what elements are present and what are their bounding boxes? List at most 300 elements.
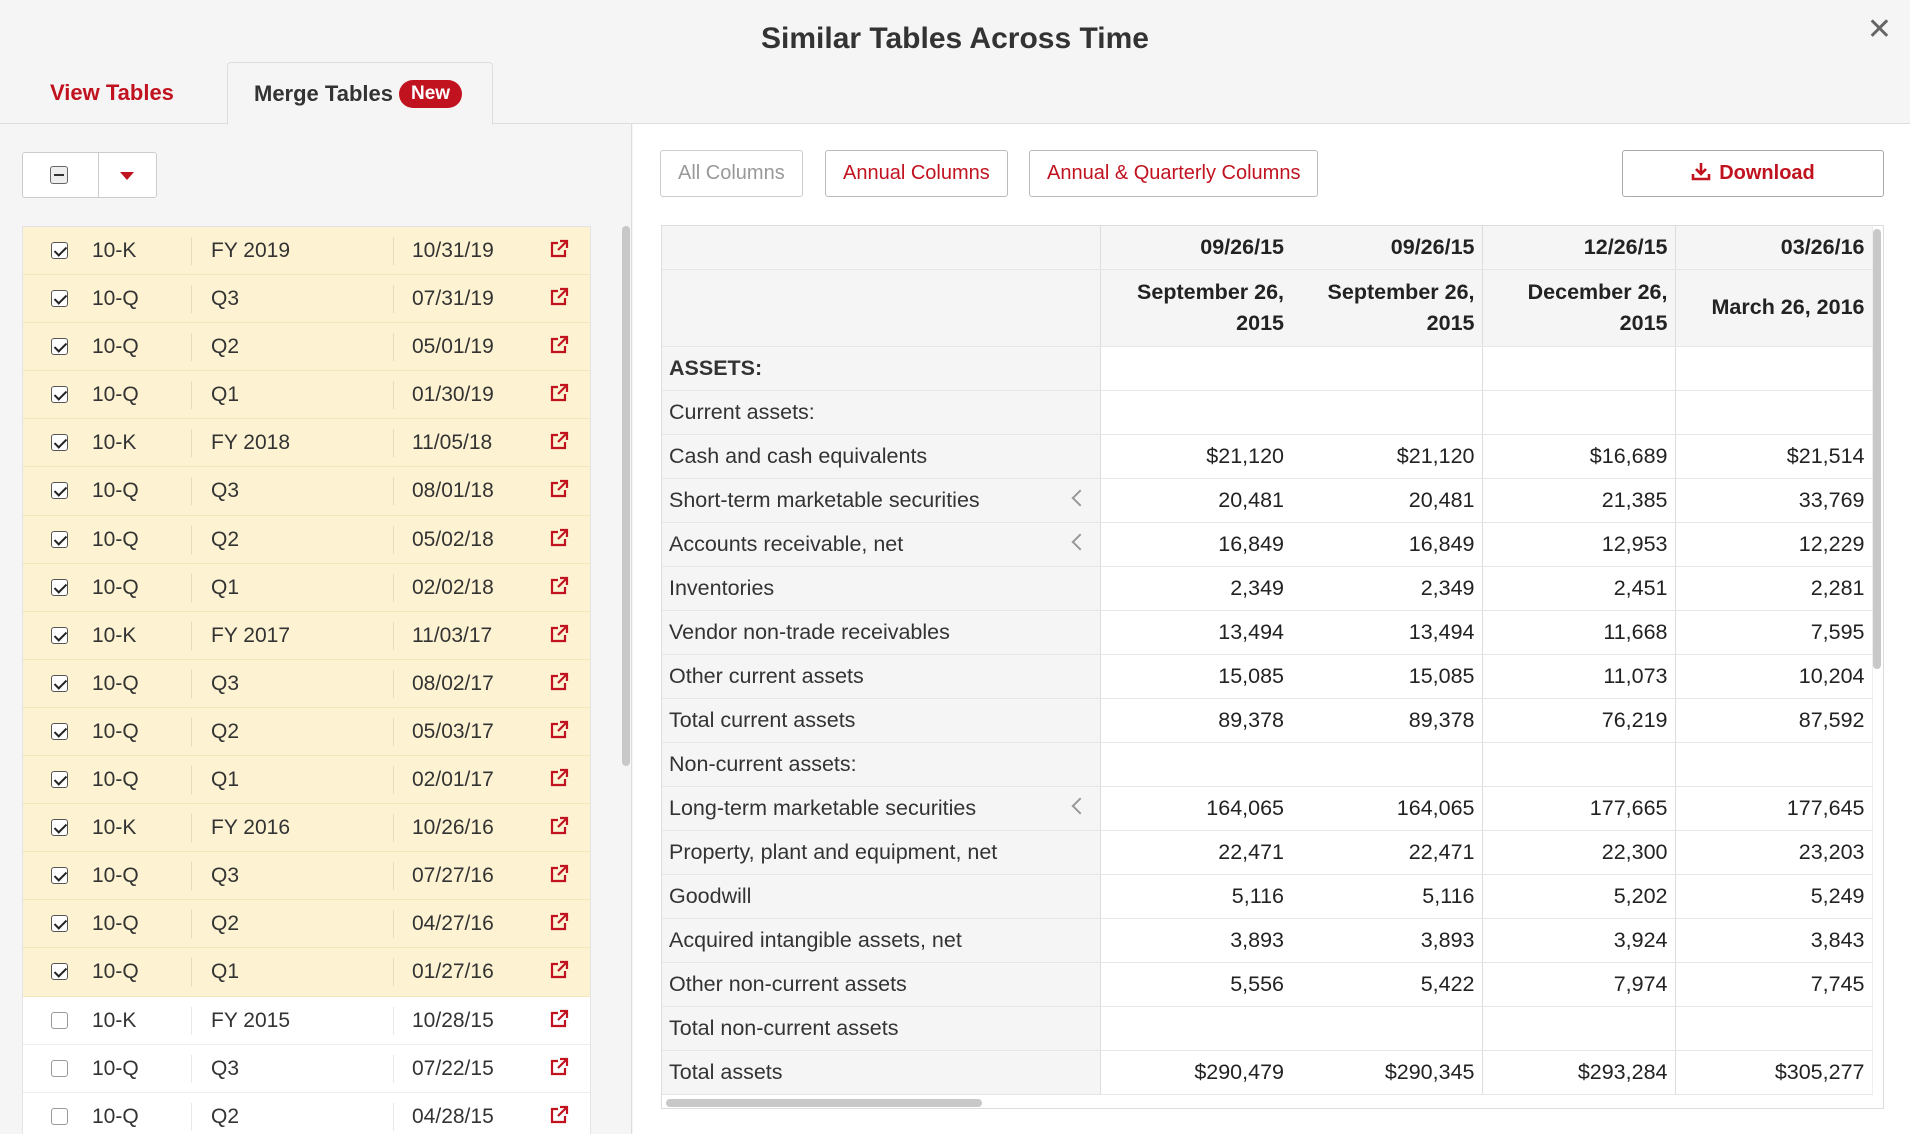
value-cell: 15,085: [1291, 654, 1482, 698]
external-link-icon[interactable]: [549, 528, 569, 548]
row-label: [662, 918, 1100, 962]
value-cell: [1291, 346, 1482, 390]
column-divider: [191, 766, 192, 794]
column-divider: [191, 429, 192, 457]
external-link-icon[interactable]: [549, 672, 569, 692]
filing-checkbox[interactable]: [51, 531, 68, 548]
chevron-left-icon[interactable]: [1071, 533, 1088, 550]
external-link-icon[interactable]: [549, 624, 569, 644]
value-cell: 5,422: [1291, 962, 1482, 1006]
filing-form: 10-Q: [92, 527, 139, 551]
filing-checkbox[interactable]: [51, 579, 68, 596]
filing-row[interactable]: [23, 804, 590, 852]
table-row: [662, 874, 1872, 918]
filing-checkbox[interactable]: [51, 482, 68, 499]
filing-form: 10-Q: [92, 1104, 139, 1128]
column-divider: [393, 622, 394, 650]
filings-pane: [0, 124, 632, 1134]
row-label-text: Inventories: [669, 575, 775, 600]
corner-cell: [662, 269, 1100, 346]
column-divider: [191, 1103, 192, 1131]
row-label: [662, 654, 1100, 698]
filing-form: 10-Q: [92, 575, 139, 599]
filing-form: 10-Q: [92, 671, 139, 695]
filing-checkbox[interactable]: [51, 434, 68, 451]
value-cell: 10,204: [1675, 654, 1872, 698]
filing-date: 10/26/16: [412, 816, 494, 840]
filing-checkbox[interactable]: [51, 963, 68, 980]
filings-list: [22, 226, 591, 1134]
tab-view-tables-label: View Tables: [50, 80, 174, 105]
external-link-icon[interactable]: [549, 912, 569, 932]
value-cell: [1291, 390, 1482, 434]
value-cell: 15,085: [1100, 654, 1291, 698]
external-link-icon[interactable]: [549, 720, 569, 740]
value-cell: 177,645: [1675, 786, 1872, 830]
filing-form: 10-Q: [92, 335, 139, 359]
filing-date: 05/01/19: [412, 335, 494, 359]
row-label: [662, 1006, 1100, 1050]
filing-date: 07/22/15: [412, 1056, 494, 1080]
filing-row[interactable]: [23, 948, 590, 996]
table-row: [662, 610, 1872, 654]
filing-date: 11/05/18: [412, 431, 493, 455]
filing-period: Q1: [211, 575, 240, 599]
annual-quarterly-columns-button[interactable]: Annual & Quarterly Columns: [1029, 150, 1318, 197]
value-cell: 20,481: [1100, 478, 1291, 522]
column-divider: [393, 333, 394, 361]
filing-date: 08/01/18: [412, 479, 494, 503]
column-divider: [393, 958, 394, 986]
column-date-header: 12/26/15: [1482, 226, 1675, 269]
column-divider: [393, 862, 394, 890]
row-label-text: Accounts receivable, net: [669, 531, 904, 556]
value-cell: [1482, 1006, 1675, 1050]
row-label-text: Vendor non-trade receivables: [669, 619, 950, 644]
row-label: [662, 962, 1100, 1006]
table-row: [662, 654, 1872, 698]
column-date-header: 09/26/15: [1100, 226, 1291, 269]
filing-period: Q3: [211, 1056, 240, 1080]
value-cell: 2,349: [1100, 566, 1291, 610]
row-label: [662, 610, 1100, 654]
column-divider: [191, 237, 192, 265]
filing-form: 10-K: [92, 431, 137, 455]
filing-date: 02/01/17: [412, 768, 494, 792]
tab-view-tables[interactable]: [24, 62, 200, 124]
column-divider: [191, 910, 192, 938]
column-divider: [393, 574, 394, 602]
column-divider: [191, 574, 192, 602]
filing-row[interactable]: [23, 660, 590, 708]
filing-period: FY 2017: [211, 623, 291, 647]
filing-row[interactable]: [23, 275, 590, 323]
filing-row[interactable]: [23, 1045, 590, 1093]
value-cell: 11,073: [1482, 654, 1675, 698]
table-row: [662, 830, 1872, 874]
value-cell: $290,479: [1100, 1050, 1291, 1094]
row-label-text: Other non-current assets: [669, 971, 907, 996]
row-label-text: Total non-current assets: [669, 1015, 899, 1040]
value-cell: 11,668: [1482, 610, 1675, 654]
external-link-icon[interactable]: [549, 576, 569, 596]
value-cell: 7,595: [1675, 610, 1872, 654]
select-all-toggle[interactable]: [23, 153, 99, 197]
column-label-header: September 26, 2015: [1291, 269, 1482, 346]
filing-row[interactable]: [23, 1093, 590, 1134]
filing-checkbox[interactable]: [51, 1060, 68, 1077]
table-row: [662, 390, 1872, 434]
value-cell: 164,065: [1100, 786, 1291, 830]
filing-checkbox[interactable]: [51, 915, 68, 932]
filing-date: 04/27/16: [412, 912, 494, 936]
column-divider: [191, 1055, 192, 1083]
value-cell: 2,281: [1675, 566, 1872, 610]
value-cell: 22,471: [1291, 830, 1482, 874]
annual-columns-button[interactable]: Annual Columns: [825, 150, 1008, 197]
table-row: [662, 566, 1872, 610]
filing-form: 10-Q: [92, 912, 139, 936]
external-link-icon[interactable]: [549, 479, 569, 499]
filing-checkbox[interactable]: [51, 1012, 68, 1029]
filing-date: 10/28/15: [412, 1008, 494, 1032]
value-cell: [1675, 742, 1872, 786]
table-row: [662, 962, 1872, 1006]
corner-cell: [662, 226, 1100, 269]
table-horizontal-scrollbar[interactable]: [666, 1099, 982, 1107]
external-link-icon[interactable]: [549, 239, 569, 259]
value-cell: [1100, 742, 1291, 786]
column-divider: [393, 1007, 394, 1035]
row-label: [662, 830, 1100, 874]
filing-checkbox[interactable]: [51, 242, 68, 259]
column-divider: [191, 333, 192, 361]
filing-form: 10-K: [92, 1008, 137, 1032]
filing-form: 10-K: [92, 816, 137, 840]
filing-period: FY 2019: [211, 239, 291, 262]
chevron-left-icon[interactable]: [1071, 797, 1088, 814]
value-cell: 13,494: [1100, 610, 1291, 654]
external-link-icon[interactable]: [549, 864, 569, 884]
filings-scrollbar[interactable]: [622, 226, 630, 766]
filing-form: 10-Q: [92, 383, 139, 407]
row-label-text: Current assets:: [669, 399, 815, 424]
value-cell: 13,494: [1291, 610, 1482, 654]
value-cell: 16,849: [1100, 522, 1291, 566]
column-date-header: 03/26/16: [1675, 226, 1872, 269]
table-row: [662, 478, 1872, 522]
value-cell: $21,120: [1291, 434, 1482, 478]
row-label-text: Property, plant and equipment, net: [669, 839, 998, 864]
column-divider: [191, 526, 192, 554]
row-label: [662, 478, 1100, 522]
column-divider: [191, 477, 192, 505]
download-button[interactable]: [1622, 150, 1884, 197]
row-label: [662, 786, 1100, 830]
row-label: [662, 742, 1100, 786]
value-cell: 5,116: [1100, 874, 1291, 918]
column-divider: [393, 429, 394, 457]
filing-row[interactable]: [23, 708, 590, 756]
filing-period: FY 2016: [211, 816, 291, 840]
filing-period: FY 2015: [211, 1008, 291, 1032]
external-link-icon[interactable]: [549, 960, 569, 980]
external-link-icon[interactable]: [549, 335, 569, 355]
value-cell: [1675, 1006, 1872, 1050]
column-divider: [393, 1103, 394, 1131]
value-cell: 7,745: [1675, 962, 1872, 1006]
value-cell: 22,300: [1482, 830, 1675, 874]
column-divider: [393, 237, 394, 265]
filing-row[interactable]: [23, 852, 590, 900]
filing-period: Q3: [211, 864, 240, 888]
value-cell: 76,219: [1482, 698, 1675, 742]
value-cell: $293,284: [1482, 1050, 1675, 1094]
value-cell: 5,249: [1675, 874, 1872, 918]
column-divider: [191, 958, 192, 986]
external-link-icon[interactable]: [549, 383, 569, 403]
value-cell: 23,203: [1675, 830, 1872, 874]
table-row: [662, 786, 1872, 830]
filing-checkbox[interactable]: [51, 867, 68, 884]
value-cell: 33,769: [1675, 478, 1872, 522]
filing-date: 08/02/17: [412, 671, 494, 695]
column-divider: [191, 862, 192, 890]
filing-row[interactable]: [23, 419, 590, 467]
filing-row[interactable]: [23, 997, 590, 1045]
value-cell: 21,385: [1482, 478, 1675, 522]
value-cell: 2,349: [1291, 566, 1482, 610]
value-cell: 20,481: [1291, 478, 1482, 522]
row-label-text: Cash and cash equivalents: [669, 443, 928, 468]
column-divider: [393, 766, 394, 794]
value-cell: 177,665: [1482, 786, 1675, 830]
value-cell: 87,592: [1675, 698, 1872, 742]
value-cell: 3,924: [1482, 918, 1675, 962]
row-label: [662, 346, 1100, 390]
modal-title: Similar Tables Across Time: [761, 22, 1149, 55]
table-row: [662, 742, 1872, 786]
filing-row[interactable]: [23, 467, 590, 515]
column-divider: [393, 285, 394, 313]
download-icon: [1691, 161, 1711, 181]
filing-period: Q2: [211, 1104, 240, 1128]
value-cell: 5,556: [1100, 962, 1291, 1006]
filing-form: 10-Q: [92, 864, 139, 888]
column-divider: [191, 381, 192, 409]
row-label: [662, 566, 1100, 610]
row-label: [662, 390, 1100, 434]
value-cell: [1482, 346, 1675, 390]
table-vertical-scrollbar[interactable]: [1873, 229, 1881, 669]
caret-down-icon[interactable]: [120, 172, 134, 180]
table-row: [662, 522, 1872, 566]
tab-merge-tables-label: Merge Tables: [254, 81, 393, 106]
column-divider: [191, 1007, 192, 1035]
filing-period: Q2: [211, 719, 240, 743]
row-label: [662, 522, 1100, 566]
value-cell: 3,893: [1100, 918, 1291, 962]
column-divider: [393, 1055, 394, 1083]
value-cell: [1100, 1006, 1291, 1050]
value-cell: 164,065: [1291, 786, 1482, 830]
filing-checkbox[interactable]: [51, 723, 68, 740]
column-divider: [393, 670, 394, 698]
value-cell: [1675, 390, 1872, 434]
filing-form: 10-Q: [92, 287, 139, 311]
filing-checkbox[interactable]: [51, 386, 68, 403]
filing-date: 07/31/19: [412, 287, 494, 311]
value-cell: 7,974: [1482, 962, 1675, 1006]
chevron-left-icon[interactable]: [1071, 489, 1088, 506]
filing-checkbox[interactable]: [51, 627, 68, 644]
value-cell: $16,689: [1482, 434, 1675, 478]
row-label-text: ASSETS:: [669, 355, 763, 380]
filing-date: 11/03/17: [412, 623, 493, 647]
column-label-header: March 26, 2016: [1675, 269, 1872, 346]
select-all-split-button: [22, 152, 157, 198]
close-icon[interactable]: ✕: [1866, 13, 1892, 46]
column-divider: [191, 622, 192, 650]
filing-checkbox[interactable]: [51, 338, 68, 355]
row-label: [662, 1050, 1100, 1094]
value-cell: $21,120: [1100, 434, 1291, 478]
filing-period: FY 2018: [211, 431, 291, 455]
external-link-icon[interactable]: [549, 287, 569, 307]
filing-form: 10-Q: [92, 1056, 139, 1080]
external-link-icon[interactable]: [549, 1057, 569, 1077]
all-columns-button[interactable]: All Columns: [660, 150, 803, 197]
column-divider: [393, 910, 394, 938]
filing-row[interactable]: [23, 516, 590, 564]
row-label: [662, 698, 1100, 742]
value-cell: $21,514: [1675, 434, 1872, 478]
value-cell: 89,378: [1291, 698, 1482, 742]
column-divider: [191, 718, 192, 746]
header-row-labels: [662, 269, 1872, 346]
merged-table-pane: [633, 124, 1910, 1134]
download-label: Download: [1719, 162, 1815, 184]
table-row: [662, 918, 1872, 962]
column-label-header: September 26, 2015: [1100, 269, 1291, 346]
external-link-icon[interactable]: [549, 816, 569, 836]
merged-table: [661, 225, 1884, 1109]
external-link-icon[interactable]: [549, 768, 569, 788]
filing-checkbox[interactable]: [51, 771, 68, 788]
row-label-text: Total current assets: [669, 707, 856, 732]
column-divider: [393, 381, 394, 409]
filing-form: 10-Q: [92, 719, 139, 743]
filing-row[interactable]: [23, 227, 590, 275]
filing-period: Q1: [211, 383, 240, 407]
value-cell: 22,471: [1100, 830, 1291, 874]
filing-form: 10-Q: [92, 960, 139, 984]
filing-row[interactable]: [23, 371, 590, 419]
filing-period: Q3: [211, 287, 240, 311]
value-cell: 3,843: [1675, 918, 1872, 962]
column-divider: [191, 814, 192, 842]
filing-period: Q3: [211, 671, 240, 695]
value-cell: [1482, 390, 1675, 434]
table-row: [662, 346, 1872, 390]
value-cell: 2,451: [1482, 566, 1675, 610]
row-label-text: Short-term marketable securities: [669, 487, 980, 512]
value-cell: 89,378: [1100, 698, 1291, 742]
filing-form: 10-K: [92, 623, 137, 647]
value-cell: 12,229: [1675, 522, 1872, 566]
external-link-icon[interactable]: [549, 431, 569, 451]
filing-period: Q2: [211, 527, 240, 551]
value-cell: $290,345: [1291, 1050, 1482, 1094]
row-label-text: Other current assets: [669, 663, 864, 688]
filing-row[interactable]: [23, 564, 590, 612]
indeterminate-checkbox-icon: [50, 166, 68, 184]
filing-form: 10-Q: [92, 479, 139, 503]
column-divider: [393, 718, 394, 746]
table-row: [662, 698, 1872, 742]
external-link-icon[interactable]: [549, 1105, 569, 1125]
filing-form: 10-Q: [92, 768, 139, 792]
filing-checkbox[interactable]: [51, 675, 68, 692]
filing-date: 01/27/16: [412, 960, 494, 984]
filing-row[interactable]: [23, 612, 590, 660]
column-label-header: December 26, 2015: [1482, 269, 1675, 346]
row-label: [662, 874, 1100, 918]
column-divider: [393, 814, 394, 842]
row-label-text: Total assets: [669, 1059, 783, 1084]
value-cell: 3,893: [1291, 918, 1482, 962]
row-label-text: Long-term marketable securities: [669, 795, 977, 820]
filing-row[interactable]: [23, 756, 590, 804]
filing-date: 10/31/19: [412, 239, 494, 262]
filing-period: Q3: [211, 479, 240, 503]
filing-checkbox[interactable]: [51, 819, 68, 836]
value-cell: [1100, 390, 1291, 434]
filing-date: 04/28/15: [412, 1104, 494, 1128]
filing-period: Q1: [211, 960, 240, 984]
row-label: [662, 434, 1100, 478]
table-row: [662, 434, 1872, 478]
row-label-text: Acquired intangible assets, net: [669, 927, 962, 952]
header-row-dates: [662, 226, 1872, 269]
tab-bar: [0, 62, 1910, 124]
external-link-icon[interactable]: [549, 1009, 569, 1029]
column-divider: [393, 526, 394, 554]
column-divider: [393, 477, 394, 505]
filing-checkbox[interactable]: [51, 1108, 68, 1125]
filing-row[interactable]: [23, 323, 590, 371]
filing-period: Q2: [211, 335, 240, 359]
filing-checkbox[interactable]: [51, 290, 68, 307]
value-cell: [1291, 742, 1482, 786]
value-cell: 12,953: [1482, 522, 1675, 566]
tab-merge-tables[interactable]: [227, 62, 493, 125]
value-cell: 16,849: [1291, 522, 1482, 566]
table-row: [662, 1006, 1872, 1050]
value-cell: 5,202: [1482, 874, 1675, 918]
filing-date: 01/30/19: [412, 383, 494, 407]
filing-period: Q1: [211, 768, 240, 792]
value-cell: [1675, 346, 1872, 390]
value-cell: [1291, 1006, 1482, 1050]
column-divider: [191, 285, 192, 313]
filing-row[interactable]: [23, 900, 590, 948]
value-cell: 5,116: [1291, 874, 1482, 918]
value-cell: [1482, 742, 1675, 786]
filing-period: Q2: [211, 912, 240, 936]
filing-date: 07/27/16: [412, 864, 494, 888]
row-label-text: Goodwill: [669, 883, 752, 908]
